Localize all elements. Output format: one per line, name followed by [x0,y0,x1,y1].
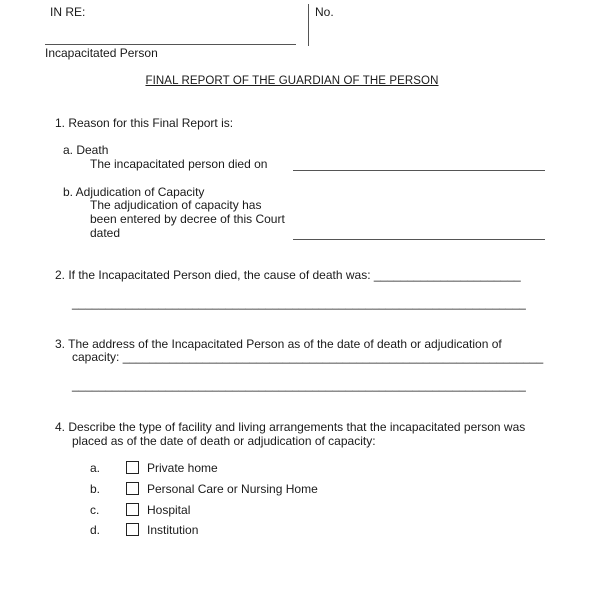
institution-checkbox[interactable] [126,523,139,536]
q1-text: 1. Reason for this Final Report is: [55,116,234,130]
document-title: FINAL REPORT OF THE GUARDIAN OF THE PERSON [145,75,439,87]
nursing-home-checkbox[interactable] [126,482,139,495]
option-letter: a. [90,461,101,475]
option-label: Hospital [147,503,191,517]
private-home-checkbox[interactable] [126,461,139,474]
q4-text-2: placed as of the date of death or adjudication of capacity: [72,434,376,448]
q3-answer-line[interactable]: ____________________________________________________________________ [72,378,526,392]
q1-option-b-text-2: been entered by decree of this Court [90,212,285,226]
q1-option-a-text: The incapacitated person died on [90,157,268,171]
q1-option-a-label: a. Death [63,143,109,157]
q3-text-2: capacity: _______________________________________________________________ [72,350,544,364]
q1-option-b-text-3: dated [90,226,121,240]
q1-option-b-text-1: The adjudication of capacity has [90,198,262,212]
docket-no-label: No. [315,5,334,19]
q3-text-1: 3. The address of the Incapacitated Person as of the date of death or adjudication of [55,337,502,351]
q2-text: 2. If the Incapacitated Person died, the cause of death was: ______________________ [55,268,521,282]
q4-text-1: 4. Describe the type of facility and living arrangements that the incapacitated person was [55,420,526,434]
party-name-line [45,44,296,45]
q2-answer-line[interactable]: ____________________________________________________________________ [72,296,526,310]
hospital-checkbox[interactable] [126,503,139,516]
option-label: Institution [147,523,199,537]
adjudication-date-line[interactable] [293,239,545,240]
option-letter: d. [90,523,101,537]
q1-option-b-label: b. Adjudication of Capacity [63,185,205,199]
death-date-line[interactable] [293,170,545,171]
caption-divider [308,4,309,46]
option-letter: b. [90,482,101,496]
option-label: Private home [147,461,218,475]
party-caption: Incapacitated Person [45,46,158,60]
option-letter: c. [90,503,100,517]
option-label: Personal Care or Nursing Home [147,482,318,496]
in-re-label: IN RE: [50,5,86,19]
